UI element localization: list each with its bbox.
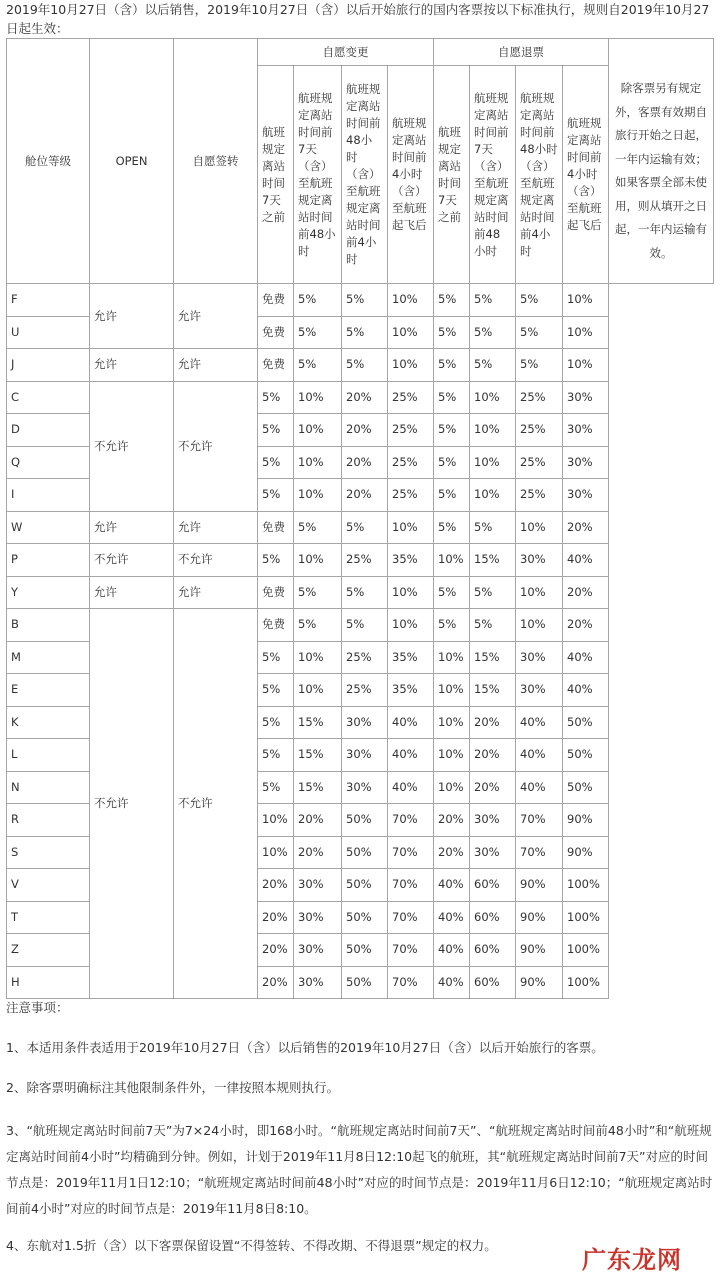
class-cell: C [7, 381, 90, 414]
class-cell: B [7, 609, 90, 642]
change-fee-cell: 5% [342, 349, 388, 382]
refund-fee-cell: 40% [563, 641, 609, 674]
refund-fee-cell: 5% [434, 284, 470, 317]
open-cell: 不允许 [90, 609, 174, 999]
change-fee-cell: 10% [294, 544, 342, 577]
change-fee-cell: 25% [388, 414, 434, 447]
refund-fee-cell: 5% [470, 316, 516, 349]
refund-fee-cell: 5% [434, 511, 470, 544]
refund-fee-cell: 15% [470, 641, 516, 674]
change-fee-cell: 30% [294, 934, 342, 967]
change-fee-cell: 5% [342, 316, 388, 349]
refund-fee-cell: 5% [470, 284, 516, 317]
change-fee-cell: 20% [342, 414, 388, 447]
refund-fee-cell: 10% [470, 414, 516, 447]
refund-fee-cell: 30% [563, 381, 609, 414]
table-row [7, 576, 714, 609]
refund-fee-cell: 5% [434, 446, 470, 479]
refund-fee-cell: 50% [563, 771, 609, 804]
class-cell: N [7, 771, 90, 804]
change-fee-cell: 20% [258, 966, 294, 999]
change-fee-cell: 10% [388, 511, 434, 544]
refund-fee-cell: 10% [434, 674, 470, 707]
refund-fee-cell: 10% [434, 641, 470, 674]
refund-fee-cell: 60% [470, 966, 516, 999]
refund-fee-cell: 10% [516, 609, 563, 642]
class-cell: Q [7, 446, 90, 479]
refund-fee-cell: 10% [516, 511, 563, 544]
refund-fee-cell: 60% [470, 869, 516, 902]
change-fee-cell: 25% [388, 446, 434, 479]
refund-fee-cell: 30% [563, 414, 609, 447]
table-row [7, 349, 714, 382]
change-fee-cell: 50% [342, 901, 388, 934]
change-fee-cell: 5% [294, 349, 342, 382]
endorse-cell: 不允许 [174, 544, 258, 577]
table-row [7, 284, 714, 317]
refund-fee-cell: 20% [434, 804, 470, 837]
refund-fee-cell: 5% [470, 609, 516, 642]
change-fee-cell: 10% [294, 446, 342, 479]
validity-text: 除客票另有规定外，客票有效期自旅行开始之日起，一年内运输有效；如果客票全部未使用，则从填开之日起，一年内运输有效。 [615, 81, 707, 260]
refund-fee-cell: 25% [516, 446, 563, 479]
table-row [7, 511, 714, 544]
header-change-period-2: 航班规定离站时间前7天（含）至航班规定离站时间前48小时 [294, 66, 342, 284]
change-fee-cell: 5% [258, 674, 294, 707]
refund-fee-cell: 15% [470, 544, 516, 577]
change-fee-cell: 5% [342, 576, 388, 609]
change-fee-cell: 30% [294, 869, 342, 902]
change-fee-cell: 20% [258, 869, 294, 902]
change-fee-cell: 免费 [258, 576, 294, 609]
change-fee-cell: 10% [294, 641, 342, 674]
change-fee-cell: 免费 [258, 609, 294, 642]
change-fee-cell: 5% [294, 511, 342, 544]
change-fee-cell: 10% [388, 316, 434, 349]
change-fee-cell: 25% [342, 641, 388, 674]
class-cell: V [7, 869, 90, 902]
change-fee-cell: 5% [258, 641, 294, 674]
open-cell: 允许 [90, 284, 174, 349]
table-row [7, 381, 714, 414]
refund-fee-cell: 60% [470, 934, 516, 967]
header-refund-period-4: 航班规定离站时间前4小时（含）至航班起飞后 [563, 66, 609, 284]
change-fee-cell: 10% [294, 414, 342, 447]
change-fee-cell: 5% [342, 609, 388, 642]
refund-fee-cell: 60% [470, 901, 516, 934]
refund-fee-cell: 5% [470, 511, 516, 544]
refund-fee-cell: 20% [434, 836, 470, 869]
class-cell: K [7, 706, 90, 739]
refund-fee-cell: 10% [434, 544, 470, 577]
refund-fee-cell: 5% [516, 316, 563, 349]
refund-fee-cell: 5% [516, 349, 563, 382]
refund-fee-cell: 5% [434, 609, 470, 642]
refund-fee-cell: 5% [434, 576, 470, 609]
endorse-cell: 允许 [174, 576, 258, 609]
class-cell: F [7, 284, 90, 317]
refund-fee-cell: 90% [563, 836, 609, 869]
change-fee-cell: 35% [388, 544, 434, 577]
change-fee-cell: 10% [388, 576, 434, 609]
refund-fee-cell: 100% [563, 934, 609, 967]
header-change-period-3: 航班规定离站时间前48小时（含）至航班规定离站时间前4小时 [342, 66, 388, 284]
change-fee-cell: 10% [258, 804, 294, 837]
note-2: 2、除客票明确标注其他限制条件外，一律按照本规则执行。 [6, 1080, 339, 1095]
change-fee-cell: 10% [258, 836, 294, 869]
change-fee-cell: 20% [342, 479, 388, 512]
change-fee-cell: 50% [342, 869, 388, 902]
refund-fee-cell: 50% [563, 739, 609, 772]
change-fee-cell: 5% [294, 576, 342, 609]
header-class: 舱位等级 [7, 39, 90, 284]
change-fee-cell: 免费 [258, 349, 294, 382]
refund-fee-cell: 5% [434, 349, 470, 382]
change-fee-cell: 20% [258, 901, 294, 934]
refund-fee-cell: 100% [563, 869, 609, 902]
refund-fee-cell: 5% [516, 284, 563, 317]
class-cell: R [7, 804, 90, 837]
change-fee-cell: 20% [258, 934, 294, 967]
refund-fee-cell: 100% [563, 901, 609, 934]
class-cell: H [7, 966, 90, 999]
refund-fee-cell: 40% [434, 934, 470, 967]
open-cell: 不允许 [90, 381, 174, 511]
endorse-cell: 允许 [174, 349, 258, 382]
change-fee-cell: 35% [388, 674, 434, 707]
class-cell: T [7, 901, 90, 934]
endorse-cell: 不允许 [174, 609, 258, 999]
refund-fee-cell: 25% [516, 381, 563, 414]
change-fee-cell: 10% [388, 284, 434, 317]
change-fee-cell: 50% [342, 836, 388, 869]
change-fee-cell: 70% [388, 901, 434, 934]
change-fee-cell: 5% [258, 446, 294, 479]
header-endorse: 自愿签转 [174, 39, 258, 284]
class-cell: J [7, 349, 90, 382]
refund-fee-cell: 5% [470, 349, 516, 382]
refund-fee-cell: 5% [434, 381, 470, 414]
change-fee-cell: 70% [388, 966, 434, 999]
change-fee-cell: 5% [342, 284, 388, 317]
site-watermark-logo [576, 1238, 698, 1272]
refund-fee-cell: 5% [434, 479, 470, 512]
change-fee-cell: 20% [294, 804, 342, 837]
class-cell: W [7, 511, 90, 544]
change-fee-cell: 40% [388, 771, 434, 804]
refund-fee-cell: 10% [434, 739, 470, 772]
class-cell: E [7, 674, 90, 707]
refund-fee-cell: 40% [434, 901, 470, 934]
refund-fee-cell: 20% [563, 609, 609, 642]
refund-fee-cell: 30% [563, 479, 609, 512]
class-cell: M [7, 641, 90, 674]
open-cell: 允许 [90, 576, 174, 609]
refund-fee-cell: 10% [516, 576, 563, 609]
class-cell: I [7, 479, 90, 512]
note-3: 3、“航班规定离站时间前7天”为7×24小时，即168小时。“航班规定离站时间前7天”、“航班规定离站时间前48小时”和“航班规定离站时间前4小时”均精确到分钟。例如，计划于2019年11月8日12:10起飞的航班，其“航班规定离站时间前7天”对应的时间节点是：2019年11月1日12:10；“航班规定离站时间前48小时”对应的时间节点是：2019年11月6日12:10；“航班规定离站时间前4小时”对应的时间节点是：2019年11月8日8:10。 [6, 1123, 713, 1216]
change-fee-cell: 5% [258, 706, 294, 739]
change-fee-cell: 5% [294, 316, 342, 349]
endorse-cell: 不允许 [174, 381, 258, 511]
refund-fee-cell: 30% [470, 804, 516, 837]
class-cell: S [7, 836, 90, 869]
endorse-cell: 允许 [174, 284, 258, 349]
header-refund-period-3: 航班规定离站时间前48小时（含）至航班规定离站时间前4小时 [516, 66, 563, 284]
refund-fee-cell: 90% [516, 934, 563, 967]
note-4: 4、东航对1.5折（含）以下客票保留设置“不得签转、不得改期、不得退票”规定的权力。 [6, 1238, 497, 1253]
notes-section [6, 998, 714, 1255]
change-fee-cell: 20% [342, 381, 388, 414]
refund-fee-cell: 90% [516, 901, 563, 934]
change-fee-cell: 30% [342, 771, 388, 804]
refund-fee-cell: 10% [434, 706, 470, 739]
change-fee-cell: 10% [388, 349, 434, 382]
refund-fee-cell: 40% [516, 771, 563, 804]
change-fee-cell: 25% [342, 544, 388, 577]
refund-fee-cell: 20% [470, 771, 516, 804]
refund-fee-cell: 5% [470, 576, 516, 609]
refund-fee-cell: 5% [434, 316, 470, 349]
refund-fee-cell: 90% [563, 804, 609, 837]
change-fee-cell: 免费 [258, 316, 294, 349]
change-fee-cell: 5% [258, 479, 294, 512]
refund-fee-cell: 40% [516, 706, 563, 739]
change-fee-cell: 5% [258, 771, 294, 804]
refund-fee-cell: 40% [563, 544, 609, 577]
change-fee-cell: 30% [342, 739, 388, 772]
refund-fee-cell: 15% [470, 674, 516, 707]
change-fee-cell: 30% [342, 706, 388, 739]
change-fee-cell: 25% [388, 479, 434, 512]
change-fee-cell: 30% [294, 901, 342, 934]
change-fee-cell: 50% [342, 934, 388, 967]
refund-fee-cell: 30% [516, 674, 563, 707]
change-fee-cell: 免费 [258, 284, 294, 317]
table-row [7, 609, 714, 642]
refund-fee-cell: 40% [434, 869, 470, 902]
refund-fee-cell: 20% [470, 739, 516, 772]
open-cell: 不允许 [90, 544, 174, 577]
refund-fee-cell: 70% [516, 836, 563, 869]
change-fee-cell: 40% [388, 706, 434, 739]
change-fee-cell: 30% [294, 966, 342, 999]
intro-text: 2019年10月27日（含）以后销售，2019年10月27日（含）以后开始旅行的国内客票按以下标准执行，规则自2019年10月27日起生效： [6, 2, 710, 36]
class-cell: U [7, 316, 90, 349]
change-fee-cell: 5% [294, 284, 342, 317]
change-fee-cell: 5% [258, 739, 294, 772]
header-refund-period-1: 航班规定离站时间7天之前 [434, 66, 470, 284]
change-fee-cell: 免费 [258, 511, 294, 544]
header-voluntary-change: 自愿变更 [258, 39, 434, 66]
class-cell: Y [7, 576, 90, 609]
refund-fee-cell: 90% [516, 966, 563, 999]
refund-fee-cell: 10% [434, 771, 470, 804]
header-open: OPEN [90, 39, 174, 284]
class-cell: L [7, 739, 90, 772]
change-fee-cell: 50% [342, 804, 388, 837]
change-fee-cell: 15% [294, 771, 342, 804]
change-fee-cell: 35% [388, 641, 434, 674]
change-fee-cell: 70% [388, 934, 434, 967]
refund-fee-cell: 10% [470, 446, 516, 479]
refund-fee-cell: 30% [470, 836, 516, 869]
refund-fee-cell: 30% [516, 641, 563, 674]
change-fee-cell: 15% [294, 739, 342, 772]
change-fee-cell: 10% [294, 674, 342, 707]
refund-fee-cell: 100% [563, 966, 609, 999]
change-fee-cell: 40% [388, 739, 434, 772]
table-row [7, 544, 714, 577]
change-fee-cell: 5% [294, 609, 342, 642]
note-1: 1、本适用条件表适用于2019年10月27日（含）以后销售的2019年10月27日（含）以后开始旅行的客票。 [6, 1040, 604, 1055]
change-fee-cell: 25% [388, 381, 434, 414]
header-refund-period-2: 航班规定离站时间前7天（含）至航班规定离站时间前48小时 [470, 66, 516, 284]
refund-fee-cell: 40% [434, 966, 470, 999]
change-fee-cell: 5% [258, 381, 294, 414]
change-fee-cell: 70% [388, 836, 434, 869]
change-fee-cell: 50% [342, 966, 388, 999]
header-change-period-4: 航班规定离站时间前4小时（含）至航班起飞后 [388, 66, 434, 284]
class-cell: D [7, 414, 90, 447]
change-fee-cell: 25% [342, 674, 388, 707]
watermark-text: 广东龙网 [582, 1246, 682, 1274]
refund-fee-cell: 20% [470, 706, 516, 739]
refund-fee-cell: 50% [563, 706, 609, 739]
refund-fee-cell: 40% [516, 739, 563, 772]
open-cell: 允许 [90, 511, 174, 544]
refund-fee-cell: 10% [470, 381, 516, 414]
change-fee-cell: 5% [258, 544, 294, 577]
refund-fee-cell: 20% [563, 576, 609, 609]
refund-fee-cell: 25% [516, 479, 563, 512]
endorse-cell: 允许 [174, 511, 258, 544]
header-change-period-1: 航班规定离站时间7天之前 [258, 66, 294, 284]
refund-fee-cell: 5% [434, 414, 470, 447]
change-fee-cell: 70% [388, 804, 434, 837]
refund-fee-cell: 40% [563, 674, 609, 707]
change-fee-cell: 70% [388, 869, 434, 902]
refund-fee-cell: 10% [563, 316, 609, 349]
open-cell: 允许 [90, 349, 174, 382]
refund-fee-cell: 20% [563, 511, 609, 544]
refund-fee-cell: 30% [563, 446, 609, 479]
change-fee-cell: 20% [342, 446, 388, 479]
refund-fee-cell: 70% [516, 804, 563, 837]
refund-fee-cell: 90% [516, 869, 563, 902]
change-fee-cell: 5% [258, 414, 294, 447]
change-fee-cell: 5% [342, 511, 388, 544]
class-cell: P [7, 544, 90, 577]
change-fee-cell: 10% [294, 381, 342, 414]
refund-fee-cell: 10% [563, 284, 609, 317]
class-cell: Z [7, 934, 90, 967]
fare-rules-table [6, 38, 714, 999]
header-voluntary-refund: 自愿退票 [434, 39, 609, 66]
refund-fee-cell: 10% [470, 479, 516, 512]
refund-fee-cell: 30% [516, 544, 563, 577]
change-fee-cell: 10% [388, 609, 434, 642]
refund-fee-cell: 25% [516, 414, 563, 447]
refund-fee-cell: 10% [563, 349, 609, 382]
header-validity [609, 39, 714, 284]
change-fee-cell: 15% [294, 706, 342, 739]
change-fee-cell: 10% [294, 479, 342, 512]
change-fee-cell: 20% [294, 836, 342, 869]
notes-title: 注意事项： [6, 1000, 69, 1015]
